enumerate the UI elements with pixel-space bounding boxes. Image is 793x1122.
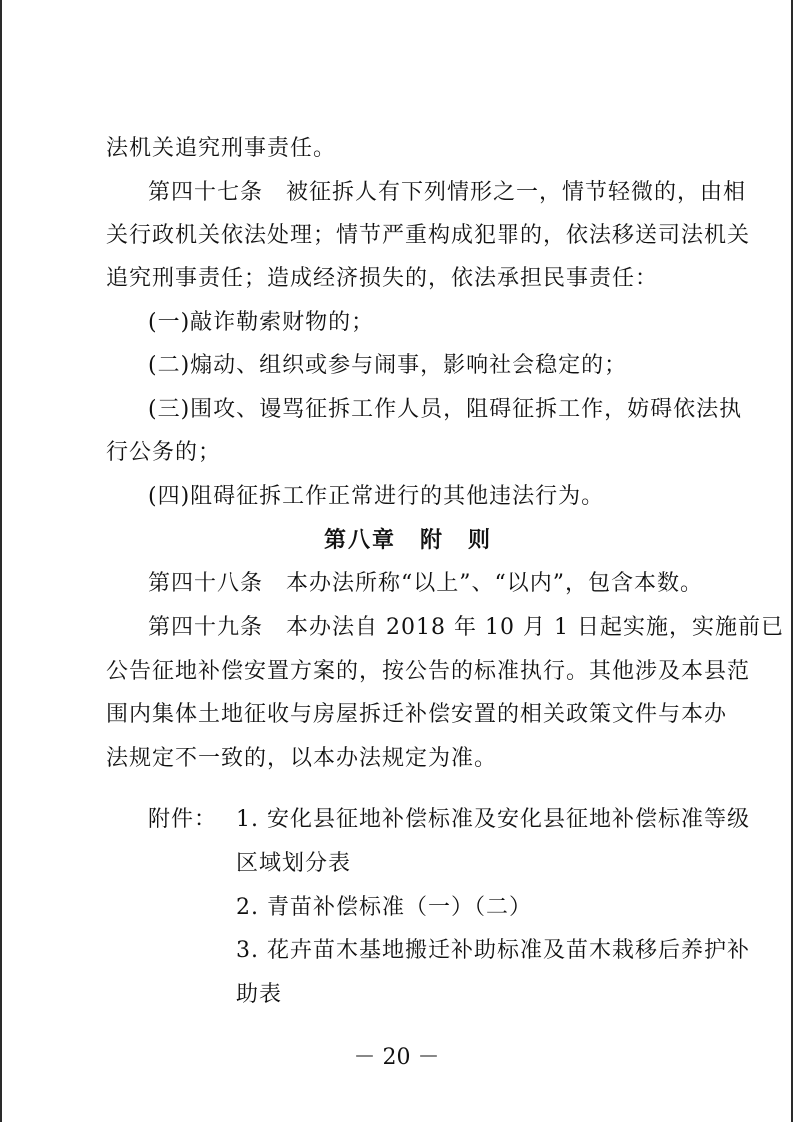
text-line: 法机关追究刑事责任。 [106, 136, 337, 161]
text-line: 围内集体土地征收与房屋拆迁补偿安置的相关政策文件与本办 [106, 702, 728, 727]
text-line: (二)煽动、组织或参与闹事，影响社会稳定的； [148, 353, 628, 378]
text-line: 行公务的； [106, 440, 222, 465]
text-line: 第四十八条 本办法所称“以上”、“以内”，包含本数。 [148, 571, 703, 596]
attachment-item: 2. 青苗补偿标准（一）（二） [236, 895, 532, 920]
attachment-item-continued: 助表 [236, 982, 283, 1007]
text-line: 第四十九条 本办法自 2018 年 10 月 1 日起实施，实施前已 [148, 615, 784, 640]
text-line: (一)敲诈勒索财物的； [148, 310, 375, 335]
text-line: 追究刑事责任；造成经济损失的，依法承担民事责任： [106, 266, 659, 291]
attachment-item: 3. 花卉苗木基地搬迁补助标准及苗木栽移后养护补 [236, 938, 750, 963]
attachment-item-continued: 区域划分表 [236, 851, 352, 876]
text-line: (四)阻碍征拆工作正常进行的其他违法行为。 [148, 484, 605, 509]
chapter-title: 第八章 附 则 [324, 527, 493, 553]
text-line: 关行政机关依法处理；情节严重构成犯罪的，依法移送司法机关 [106, 223, 751, 248]
attachments-label: 附件： [148, 807, 218, 832]
text-line: 第四十七条 被征拆人有下列情形之一，情节轻微的，由相 [148, 180, 747, 205]
text-line: 法规定不一致的，以本办法规定为准。 [106, 746, 498, 771]
page-number: － 20 － [353, 1045, 440, 1070]
text-line: (三)围攻、谩骂征拆工作人员，阻碍征拆工作，妨碍依法执 [148, 397, 743, 422]
text-line: 公告征地补偿安置方案的，按公告的标准执行。其他涉及本县范 [106, 659, 751, 684]
attachment-item: 1. 安化县征地补偿标准及安化县征地补偿标准等级 [236, 807, 750, 832]
